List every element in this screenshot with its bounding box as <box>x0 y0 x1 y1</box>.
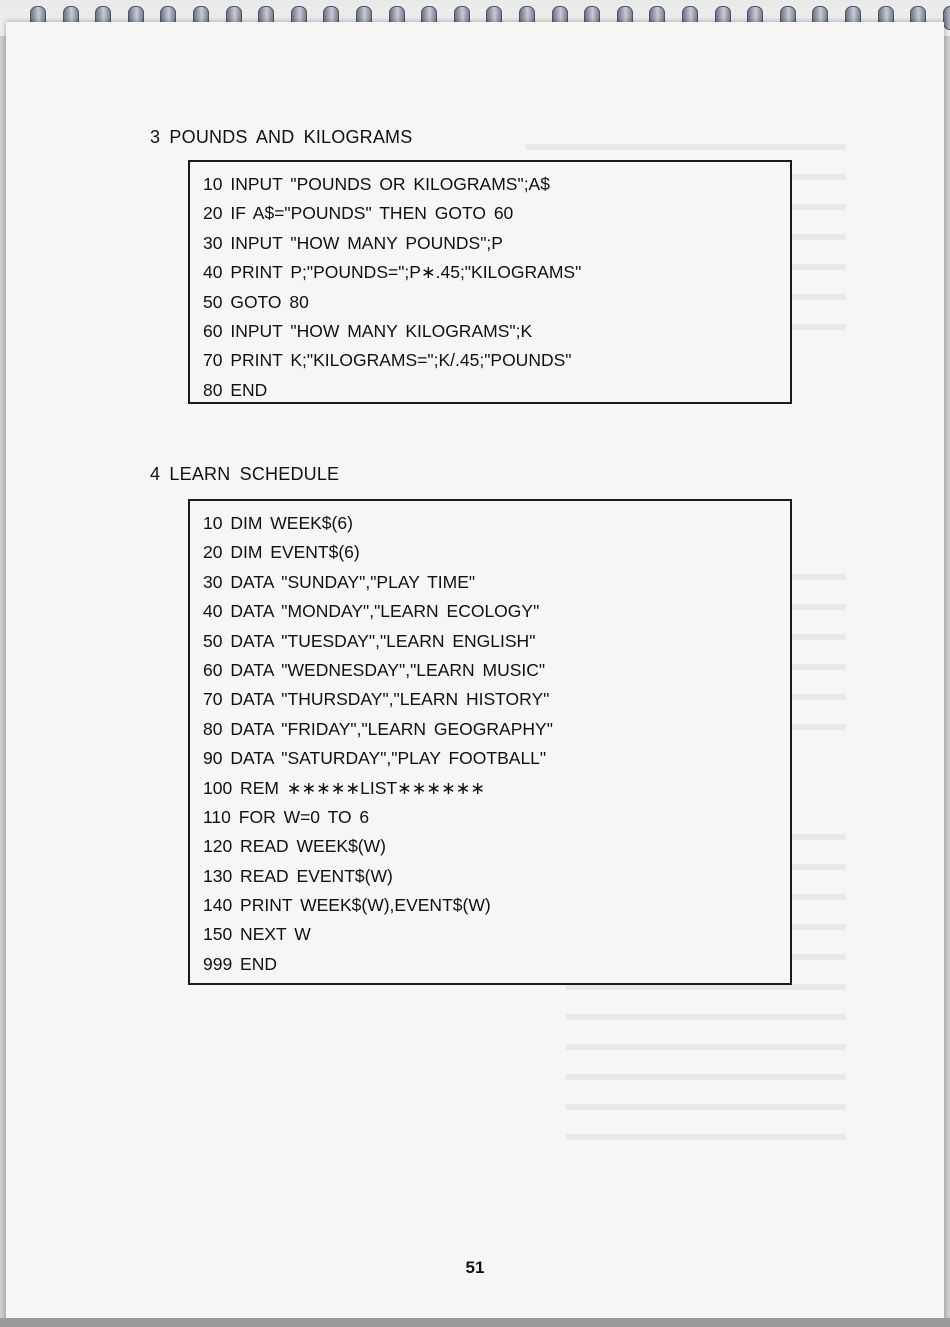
code-line: 50 DATA "TUESDAY","LEARN ENGLISH" <box>203 630 536 651</box>
code-line: 10 INPUT "POUNDS OR KILOGRAMS";A$ <box>203 174 550 194</box>
code-line: 30 DATA "SUNDAY","PLAY TIME" <box>203 571 476 592</box>
code-line: 20 DIM EVENT$(6) <box>203 542 360 563</box>
code-line: 20 IF A$="POUNDS" THEN GOTO 60 <box>203 203 514 224</box>
code-line: 80 END <box>203 379 268 400</box>
code-line: 40 DATA "MONDAY","LEARN ECOLOGY" <box>203 601 540 622</box>
code-line: 90 DATA "SATURDAY","PLAY FOOTBALL" <box>203 748 547 769</box>
code-line: 70 PRINT K;"KILOGRAMS=";K/.45;"POUNDS" <box>203 350 572 371</box>
code-line: 60 INPUT "HOW MANY KILOGRAMS";K <box>203 320 533 341</box>
code-listing-learn-schedule <box>188 499 792 985</box>
code-line: 100 REM ∗∗∗∗∗LIST∗∗∗∗∗∗ <box>203 777 486 798</box>
section-title-learn-schedule: 4 LEARN SCHEDULE <box>150 464 340 484</box>
section-title-pounds-kilograms: 3 POUNDS AND KILOGRAMS <box>150 127 413 147</box>
page-edge <box>0 1318 950 1327</box>
code-line: 60 DATA "WEDNESDAY","LEARN MUSIC" <box>203 659 546 680</box>
code-line: 130 READ EVENT$(W) <box>203 865 393 886</box>
page-number: 51 <box>465 1258 485 1277</box>
code-line: 10 DIM WEEK$(6) <box>203 513 353 533</box>
code-line: 150 NEXT W <box>203 924 311 945</box>
code-line: 999 END <box>203 953 278 974</box>
code-line: 80 DATA "FRIDAY","LEARN GEOGRAPHY" <box>203 718 553 739</box>
code-line: 140 PRINT WEEK$(W),EVENT$(W) <box>203 895 491 916</box>
code-line: 30 INPUT "HOW MANY POUNDS";P <box>203 232 503 253</box>
code-line: 50 GOTO 80 <box>203 291 309 312</box>
code-line: 40 PRINT P;"POUNDS=";P∗.45;"KILOGRAMS" <box>203 262 582 283</box>
code-line: 120 READ WEEK$(W) <box>203 836 386 857</box>
code-listing-pounds-kilograms <box>188 160 792 404</box>
code-line: 110 FOR W=0 TO 6 <box>203 806 370 827</box>
code-line: 70 DATA "THURSDAY","LEARN HISTORY" <box>203 689 550 710</box>
